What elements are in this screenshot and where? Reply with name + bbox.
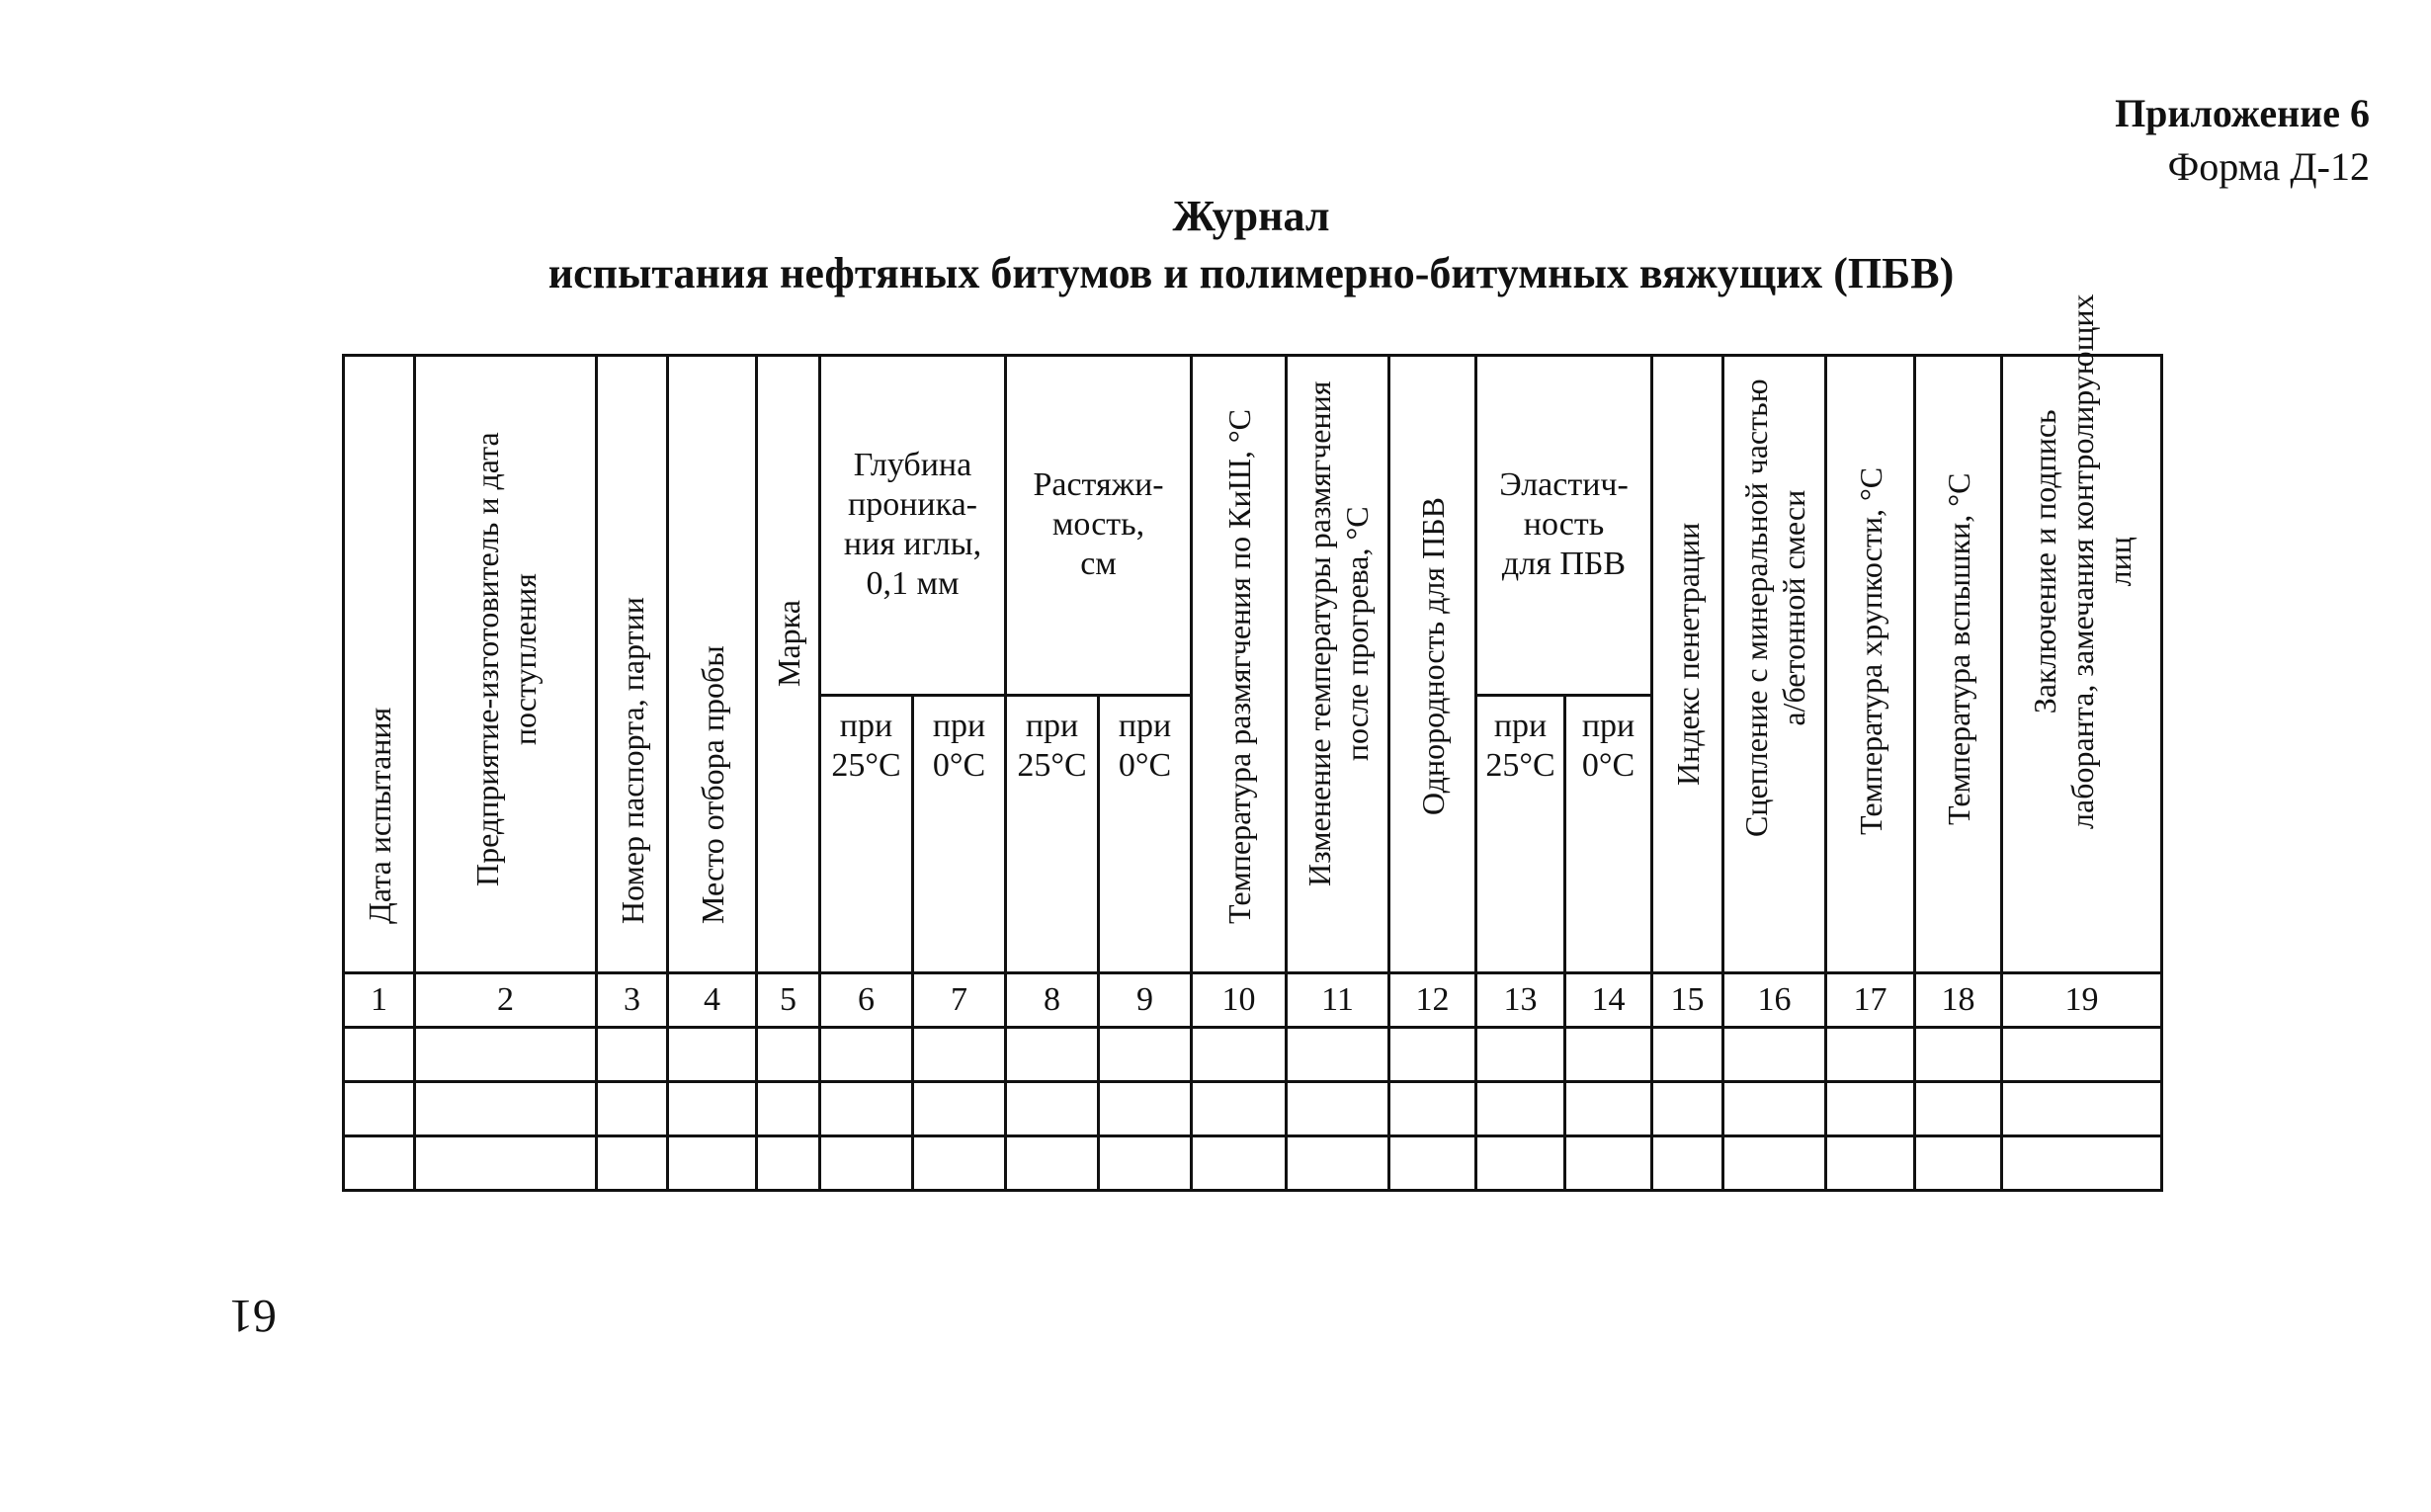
column-number: 4 <box>668 973 757 1028</box>
empty-cell <box>1652 1082 1723 1136</box>
column-number: 2 <box>415 973 597 1028</box>
empty-cell <box>1723 1136 1826 1191</box>
sub-elasticity-25: при 25°С <box>1476 695 1565 972</box>
col-softening-point <box>1192 356 1287 973</box>
column-numbers-row <box>344 973 2162 1028</box>
sub-penetration-25: при 25°С <box>820 695 913 972</box>
col-manufacturer <box>415 356 597 973</box>
empty-cell <box>415 1082 597 1136</box>
empty-cell <box>1389 1136 1476 1191</box>
empty-cell <box>1389 1028 1476 1082</box>
col-homogeneity-label: Однородность для ПБВ <box>1414 497 1451 815</box>
empty-cell <box>415 1136 597 1191</box>
empty-cell <box>1099 1136 1192 1191</box>
empty-cell <box>1192 1082 1287 1136</box>
column-number: 7 <box>913 973 1006 1028</box>
empty-cell <box>1652 1028 1723 1082</box>
empty-cell <box>1389 1082 1476 1136</box>
col-conclusion-label: Заключение и подпись лаборанта, замечания контролирующих лиц <box>2026 294 2138 829</box>
empty-row <box>344 1028 2162 1082</box>
group-ductility: Растяжи- мость, см <box>1006 356 1192 696</box>
column-number: 15 <box>1652 973 1723 1028</box>
column-number: 8 <box>1006 973 1099 1028</box>
sub-ductility-0: при 0°С <box>1099 695 1192 972</box>
empty-cell <box>1476 1082 1565 1136</box>
empty-cell <box>2002 1082 2162 1136</box>
column-number: 12 <box>1389 973 1476 1028</box>
group-elasticity: Эластич- ность для ПБВ <box>1476 356 1652 696</box>
empty-cell <box>1915 1082 2002 1136</box>
empty-cell <box>344 1136 415 1191</box>
col-test-date-label: Дата испытания <box>361 707 397 924</box>
empty-cell <box>1192 1136 1287 1191</box>
empty-cell <box>1915 1136 2002 1191</box>
empty-cell <box>344 1082 415 1136</box>
column-number: 10 <box>1192 973 1287 1028</box>
empty-cell <box>1652 1136 1723 1191</box>
empty-cell <box>1287 1028 1389 1082</box>
empty-cell <box>1565 1082 1652 1136</box>
empty-cell <box>1826 1082 1915 1136</box>
empty-cell <box>668 1082 757 1136</box>
empty-cell <box>757 1136 820 1191</box>
journal-title <box>0 188 2431 302</box>
empty-cell <box>1723 1028 1826 1082</box>
empty-cell <box>820 1028 913 1082</box>
appendix-header <box>2115 87 2370 194</box>
appendix-label: Приложение 6 <box>2115 91 2370 135</box>
col-flash-point <box>1915 356 2002 973</box>
empty-cell <box>1099 1082 1192 1136</box>
col-conclusion <box>2002 294 2162 973</box>
col-homogeneity <box>1389 356 1476 973</box>
empty-cell <box>1826 1136 1915 1191</box>
empty-cell <box>1287 1082 1389 1136</box>
empty-row <box>344 1082 2162 1136</box>
empty-cell <box>757 1028 820 1082</box>
col-flash-point-label: Температура вспышки, °С <box>1940 472 1976 825</box>
empty-cell <box>597 1136 668 1191</box>
column-number: 19 <box>2002 973 2162 1028</box>
page-number: 61 <box>229 1290 277 1342</box>
column-number: 11 <box>1287 973 1389 1028</box>
title-line-1: Журнал <box>1172 192 1330 240</box>
col-passport <box>597 356 668 973</box>
empty-cell <box>1099 1028 1192 1082</box>
col-test-date <box>344 356 415 973</box>
empty-cell <box>597 1028 668 1082</box>
empty-cell <box>668 1028 757 1082</box>
title-line-2: испытания нефтяных битумов и полимерно-битумных вяжущих (ПБВ) <box>547 249 1955 297</box>
col-penetration-index-label: Индекс пенетрации <box>1669 522 1706 786</box>
col-softening-change-label: Изменение температуры размягчения после прогрева, °С <box>1300 380 1375 886</box>
header-row <box>344 356 2162 696</box>
empty-cell <box>1565 1136 1652 1191</box>
col-brittleness <box>1826 356 1915 973</box>
empty-cell <box>1006 1028 1099 1082</box>
empty-cell <box>1192 1028 1287 1082</box>
empty-cell <box>1723 1082 1826 1136</box>
empty-cell <box>668 1136 757 1191</box>
empty-cell <box>913 1028 1006 1082</box>
empty-row <box>344 1136 2162 1191</box>
empty-cell <box>2002 1028 2162 1082</box>
journal-table <box>342 294 2163 1192</box>
column-number: 13 <box>1476 973 1565 1028</box>
col-adhesion <box>1723 356 1826 973</box>
empty-cell <box>1006 1082 1099 1136</box>
column-number: 17 <box>1826 973 1915 1028</box>
column-number: 9 <box>1099 973 1192 1028</box>
empty-cell <box>913 1082 1006 1136</box>
col-passport-label: Номер паспорта, партии <box>614 597 650 924</box>
col-softening-change <box>1287 356 1389 973</box>
empty-cell <box>1476 1028 1565 1082</box>
col-softening-point-label: Температура размягчения по КиШ, °С <box>1220 408 1257 924</box>
empty-cell <box>757 1082 820 1136</box>
col-sampling-place-label: Место отбора пробы <box>694 645 730 924</box>
column-number: 6 <box>820 973 913 1028</box>
column-number: 1 <box>344 973 415 1028</box>
empty-cell <box>344 1028 415 1082</box>
empty-cell <box>1006 1136 1099 1191</box>
column-number: 18 <box>1915 973 2002 1028</box>
col-manufacturer-label: Предприятие-изготовитель и дата поступления <box>468 432 543 886</box>
col-sampling-place <box>668 356 757 973</box>
empty-cell <box>913 1136 1006 1191</box>
sub-ductility-25: при 25°С <box>1006 695 1099 972</box>
empty-cell <box>820 1082 913 1136</box>
col-penetration-index <box>1652 356 1723 973</box>
col-grade <box>757 356 820 973</box>
empty-cell <box>415 1028 597 1082</box>
empty-cell <box>2002 1136 2162 1191</box>
column-number: 5 <box>757 973 820 1028</box>
sub-elasticity-0: при 0°С <box>1565 695 1652 972</box>
form-label: Форма Д-12 <box>2167 144 2370 189</box>
sub-penetration-0: при 0°С <box>913 695 1006 972</box>
empty-cell <box>1565 1028 1652 1082</box>
column-number: 14 <box>1565 973 1652 1028</box>
column-number: 16 <box>1723 973 1826 1028</box>
group-penetration: Глубина проника- ния иглы, 0,1 мм <box>820 356 1006 696</box>
col-grade-label: Марка <box>770 600 806 687</box>
empty-cell <box>1826 1028 1915 1082</box>
empty-cell <box>1476 1136 1565 1191</box>
col-adhesion-label: Сцепление с минеральной частью а/бетонной смеси <box>1737 378 1811 837</box>
empty-cell <box>1287 1136 1389 1191</box>
empty-cell <box>820 1136 913 1191</box>
empty-cell <box>597 1082 668 1136</box>
col-brittleness-label: Температура хрупкости, °С <box>1852 466 1888 835</box>
empty-cell <box>1915 1028 2002 1082</box>
column-number: 3 <box>597 973 668 1028</box>
